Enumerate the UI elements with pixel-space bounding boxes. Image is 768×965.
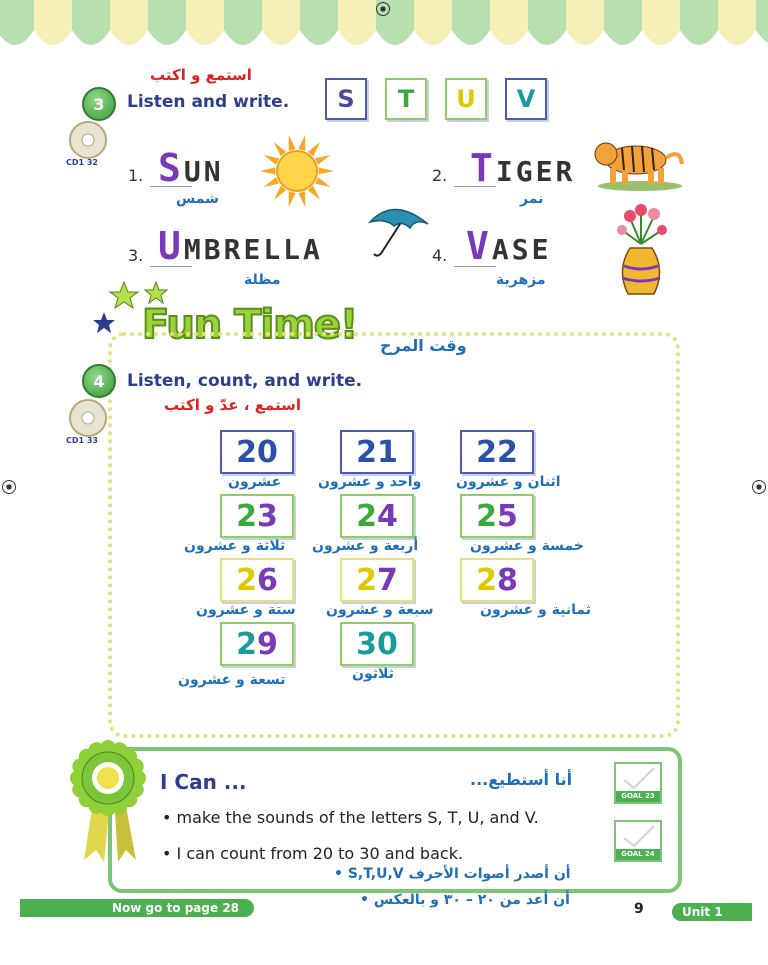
digit: 2 [356,562,377,598]
awning-scallop [490,0,528,45]
sun-ray [315,155,330,165]
number-word-20: عشرون [228,474,282,490]
awning-scallop [110,0,148,45]
tile-u: U [445,78,487,120]
number-box-24 [340,494,414,538]
i-can-arabic-title: أنا أستطيع... [470,770,573,789]
digit: 2 [356,434,377,470]
sun-icon [258,132,336,210]
number-word-28: ثمانية و عشرون [480,602,591,618]
number-box-26 [220,558,294,602]
item2-word [470,146,575,190]
tile-s: S [325,78,367,120]
i-can-line-1: • make the sounds of the letters S, T, U, and V. [162,808,539,827]
digit: 9 [257,626,278,662]
awning-scallop [528,0,566,45]
check-icon [616,822,660,850]
digit: 3 [257,498,278,534]
item1-word [158,146,224,190]
umbrella-icon [364,200,434,260]
digit: 2 [476,434,497,470]
sun-ray [308,186,320,200]
section3-number: 3 [82,87,116,121]
page-number: 9 [634,901,644,917]
section4-arabic: استمع ، عدّ و اكتب [164,396,302,414]
sun-ray [298,191,305,207]
awning-scallop [452,0,490,45]
digit: 2 [236,498,257,534]
fun-time-title: Fun Time! [142,302,358,348]
number-box-20 [220,430,294,474]
item3-arabic: مظلة [244,272,281,288]
cd-label-33: CD1 33 [66,436,98,445]
awning-scallop [718,0,756,45]
i-can-arabic-line-2: أن أعد من ٢٠ – ٣٠ و بالعكس • [360,892,570,908]
awning-scallop [300,0,338,45]
goal-23-label: GOAL 23 [616,791,660,802]
awning-scallop [148,0,186,45]
item1-number: 1. [128,166,144,185]
item1-arabic: شمس [176,191,219,207]
sun-ray [274,142,286,156]
sun-ray [289,191,296,207]
go-to-page-text: Now go to page 28 [112,901,240,915]
digit: 8 [497,562,518,598]
awning-scallop [0,0,34,45]
number-box-29 [220,622,294,666]
digit: 2 [236,626,257,662]
sun-ray [315,177,330,187]
number-box-22 [460,430,534,474]
item3-word [158,224,323,268]
tiger-icon [592,128,684,194]
check-icon [616,764,660,792]
item3-letter: U [158,224,184,268]
number-word-21: واحد و عشرون [318,474,422,490]
item2-letter: T [470,146,496,190]
digit: 4 [377,498,398,534]
awning-scallop [680,0,718,45]
digit: 0 [257,434,278,470]
go-to-page-bar [20,899,254,917]
number-word-23: ثلاثة و عشرون [184,538,286,554]
awning-scallop [34,0,72,45]
rosette-icon [66,736,150,866]
goal-24-checkbox [614,820,662,862]
awning-scallop [642,0,680,45]
awning-scallop [414,0,452,45]
registration-mark-left [2,480,16,494]
number-word-22: اثنان و عشرون [456,474,561,490]
number-word-29: تسعة و عشرون [178,672,286,688]
item4-number: 4. [432,246,448,265]
number-box-28 [460,558,534,602]
i-can-arabic-line-1: أن أصدر أصوات الأحرف S,T,U,V • [334,866,571,882]
registration-mark-right [752,480,766,494]
fun-time-arabic: وقت المرح [380,336,467,355]
section3-arabic: استمع و اكتب [150,66,252,84]
sun-ray [289,135,296,151]
arabic-line-1-text: أن أصدر أصوات الأحرف S,T,U,V [347,866,571,882]
awning-scallop [186,0,224,45]
item4-word [466,224,551,268]
item3-number: 3. [128,246,144,265]
awning-scallop [604,0,642,45]
sun-ray [298,135,305,151]
sun-ray [319,167,334,174]
item2-arabic: نمر [520,191,544,207]
arabic-line-2-text: أن أعد من ٢٠ – ٣٠ و بالعكس [373,892,570,908]
digit: 2 [497,434,518,470]
awning-scallop [262,0,300,45]
registration-mark-top [376,2,390,16]
number-word-27: سبعة و عشرون [326,602,434,618]
goal-24-label: GOAL 24 [616,849,660,860]
item4-rest: ASE [491,233,552,266]
digit: 3 [356,626,377,662]
section4-title: Listen, count, and write. [127,371,363,391]
item1-rest: UN [183,155,224,188]
digit: 5 [497,498,518,534]
digit: 2 [236,434,257,470]
cd-icon-2 [66,396,110,440]
i-can-title: I Can ... [160,770,247,794]
cd-icon [66,118,110,162]
digit: 2 [236,562,257,598]
number-box-21 [340,430,414,474]
tile-v: V [505,78,547,120]
digit: 0 [377,626,398,662]
item2-number: 2. [432,166,448,185]
sun-ray [264,177,279,187]
number-word-24: أربعة و عشرون [312,538,419,554]
digit: 2 [476,562,497,598]
digit: 2 [356,498,377,534]
item2-rest: IGER [495,155,576,188]
number-word-25: خمسة و عشرون [470,538,584,554]
unit-bar [672,903,752,921]
tile-t: T [385,78,427,120]
section3-title: Listen and write. [127,92,290,112]
goal-23-checkbox [614,762,662,804]
number-box-27 [340,558,414,602]
sun-ray [260,167,275,174]
item1-letter: S [158,146,184,190]
cd-label-32: CD1 32 [66,158,98,167]
number-box-30 [340,622,414,666]
number-word-26: ستة و عشرون [196,602,296,618]
awning-scallop [566,0,604,45]
i-can-line-2: • I can count from 20 to 30 and back. [162,844,464,863]
digit: 6 [257,562,278,598]
digit: 7 [377,562,398,598]
awning-scallop [338,0,376,45]
sun-ray [274,186,286,200]
digit: 1 [377,434,398,470]
awning-scallop [72,0,110,45]
item4-arabic: مزهرية [496,272,546,288]
vase-icon [610,204,672,302]
sun-ray [264,155,279,165]
unit-label: Unit 1 [682,905,723,919]
number-box-23 [220,494,294,538]
sun-ray [308,142,320,156]
digit: 2 [476,498,497,534]
awning-scallop [224,0,262,45]
section4-number: 4 [82,364,116,398]
number-box-25 [460,494,534,538]
item3-rest: MBRELLA [183,233,323,266]
item4-letter: V [466,224,492,268]
number-word-30: ثلاثون [352,666,394,682]
awning-scallop [756,0,768,45]
